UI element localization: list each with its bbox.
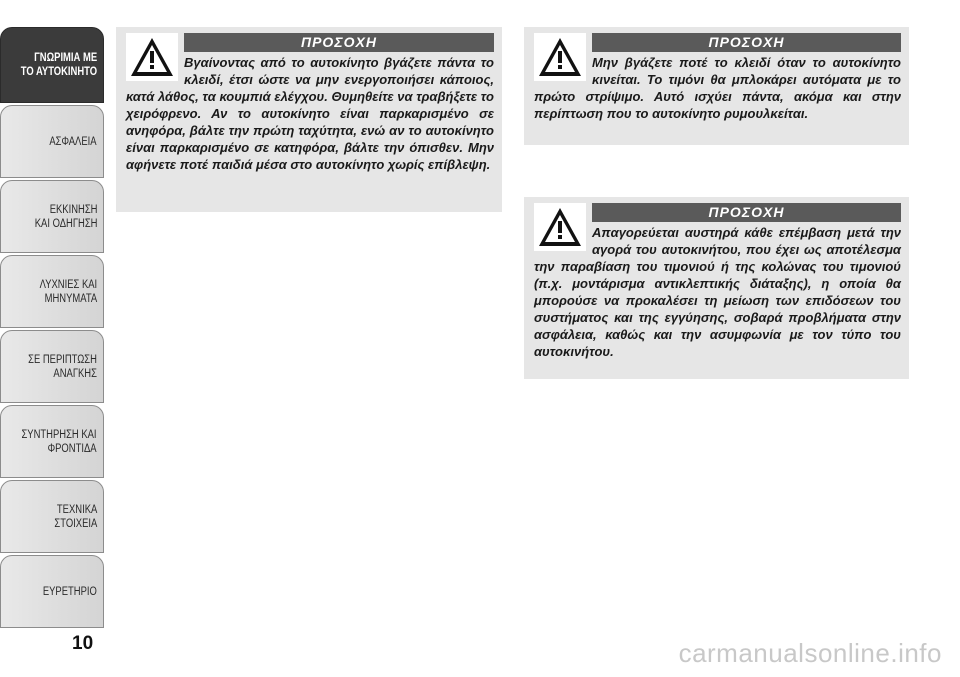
warning-heading: ΠΡΟΣΟΧΗ [592, 33, 901, 52]
warning-box-tampering [524, 197, 909, 379]
tab-label: ΤΕΧΝΙΚΑ ΣΤΟΙΧΕΙΑ [54, 503, 97, 530]
tab-starting-driving[interactable] [0, 180, 104, 253]
tab-lights-messages[interactable] [0, 255, 104, 328]
page-number: 10 [72, 633, 94, 654]
tab-label: ΣΕ ΠΕΡΙΠΤΩΣΗ ΑΝΑΓΚΗΣ [28, 353, 97, 380]
warning-box-key-removal [524, 27, 909, 145]
warning-heading: ΠΡΟΣΟΧΗ [184, 33, 494, 52]
tab-label: ΣΥΝΤΗΡΗΣΗ ΚΑΙ ΦΡΟΝΤΙΔΑ [21, 428, 97, 455]
warning-heading: ΠΡΟΣΟΧΗ [592, 203, 901, 222]
warning-triangle-icon [126, 33, 178, 81]
tab-emergency[interactable] [0, 330, 104, 403]
watermark: carmanualsonline.info [678, 638, 942, 668]
tab-label: ΓΝΩΡΙΜΙΑ ΜΕ ΤΟ ΑΥΤΟΚΙΝΗΤΟ [20, 52, 97, 78]
tab-label: ΑΣΦΑΛΕΙΑ [49, 135, 97, 148]
warning-triangle-icon [534, 203, 586, 251]
tab-label: ΛΥΧΝΙΕΣ ΚΑΙ ΜΗΝΥΜΑΤΑ [39, 278, 97, 305]
warning-text: Βγαίνοντας από το αυτοκίνητο βγάζετε πάντα το κλειδί, έτσι ώστε να μην ενεργοποιήσει κάποιος, κατά λάθος, τα κουμπιά ελέγχου. Θυμηθείτε να τραβήξετε το χειρόφρενο. Αν το αυτοκίνητο είναι παρκαρισμένο σε ανηφόρα, βάλτε την πρώτη ταχύτητα, ενώ αν το αυτοκίνητο είναι παρκαρισμένο σε κατηφόρα, βάλτε την όπισθεν. Μην αφήνετε ποτέ παιδιά μέσα στο αυτοκίνητο χωρίς επίβλεψη. [126, 55, 494, 172]
tab-getting-to-know-car[interactable] [0, 27, 104, 103]
tab-safety[interactable] [0, 105, 104, 178]
warning-triangle-icon [534, 33, 586, 81]
tab-technical-data[interactable] [0, 480, 104, 553]
tab-maintenance[interactable] [0, 405, 104, 478]
chapter-sidebar [0, 27, 104, 630]
tab-index[interactable] [0, 555, 104, 628]
warning-text: Απαγορεύεται αυστηρά κάθε επέμβαση μετά την αγορά του αυτοκινήτου, που έχει ως αποτέλεσμα την παραβίαση του τιμονιού ή της κολώνας του τιμονιού (π.χ. μοντάρισμα αντικλεπτικής διάταξης), η οποία θα μπορούσε να προκαλέσει τη μείωση των επιδόσεων του συστήματος και της εγγύησης, σοβαρά προβλήματα στην ασφάλεια, καθώς και την ασυμφωνία με τον τύπο του αυτοκινήτου. [534, 225, 901, 359]
tab-label: ΕΚΚΙΝΗΣΗ ΚΑΙ ΟΔΗΓΗΣΗ [34, 203, 97, 230]
tab-label: ΕΥΡΕΤΗΡΙΟ [43, 585, 97, 598]
warning-text: Μην βγάζετε ποτέ το κλειδί όταν το αυτοκίνητο κινείται. Το τιμόνι θα μπλοκάρει αυτόματα με το πρώτο στρίψιμο. Αυτό ισχύει πάντα, ακόμα και στην περίπτωση που το αυτοκίνητο ρυμουλκείται. [534, 55, 901, 121]
warning-box-leaving-car [116, 27, 502, 212]
